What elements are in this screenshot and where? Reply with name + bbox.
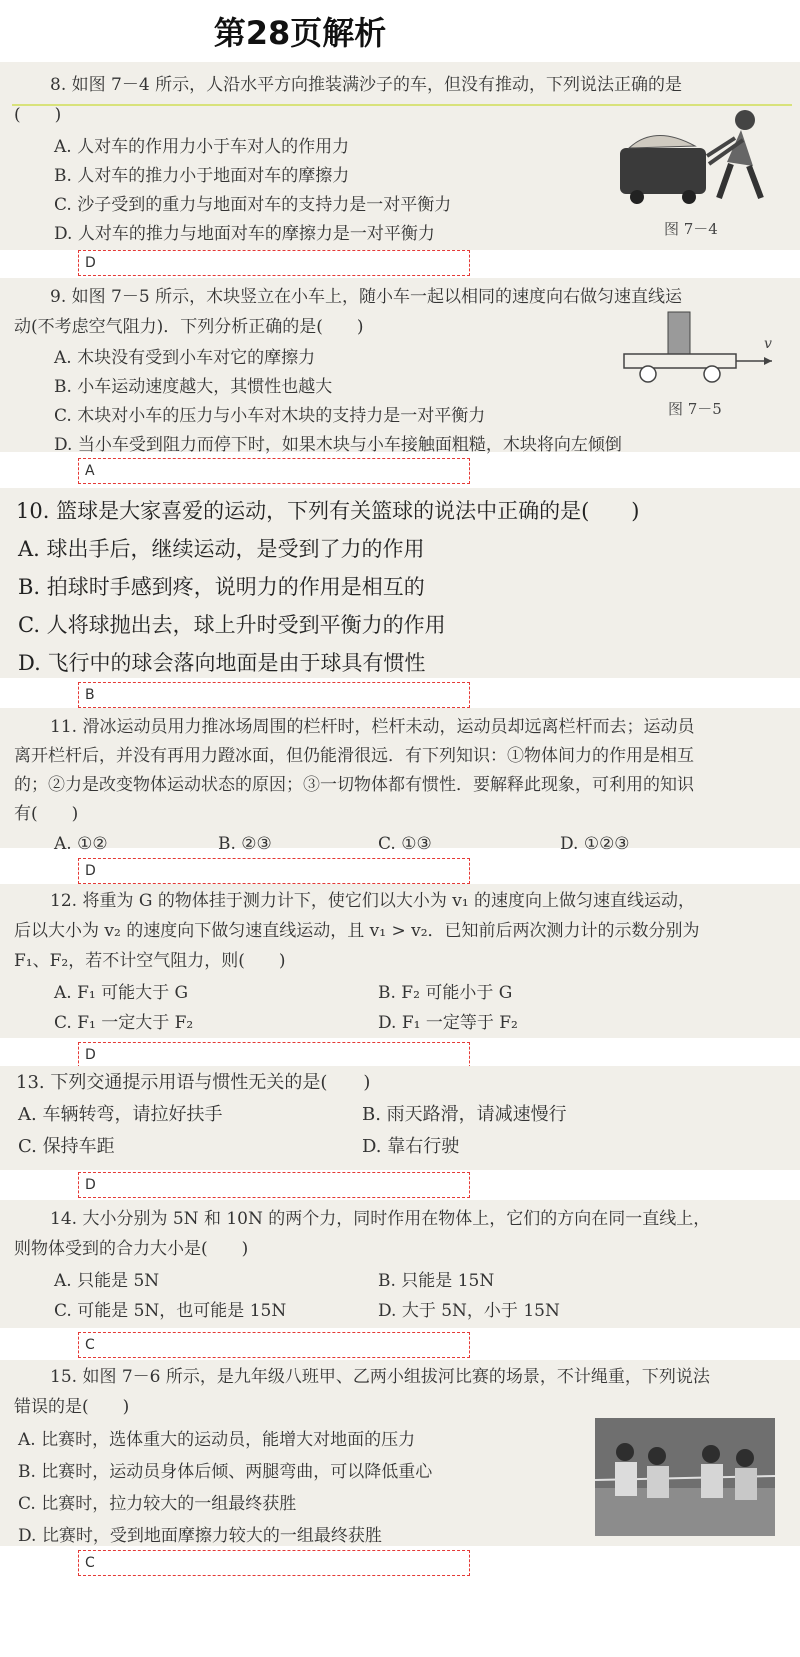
question-15-stem-2: 错误的是( ) [14,1397,130,1417]
question-15-option-a: A. 比赛时，选体重大的运动员，能增大对地面的压力 [18,1430,416,1450]
question-8-option-c: C. 沙子受到的重力与地面对车的支持力是一对平衡力 [54,195,452,215]
question-9-option-d: D. 当小车受到阻力而停下时，如果木块与小车接触面粗糙，木块将向左倾倒 [54,435,622,455]
wooden-block [668,312,690,354]
question-11-answer: D [78,858,470,884]
question-9-stem-2: 动(不考虑空气阻力)．下列分析正确的是( ) [14,317,364,337]
student-head-1 [616,1443,634,1461]
question-12-option-d: D. F₁ 一定等于 F₂ [378,1013,518,1033]
question-14-stem-2: 则物体受到的合力大小是( ) [14,1239,249,1259]
question-14-option-c: C. 可能是 5N，也可能是 15N [54,1301,287,1321]
question-12-option-c: C. F₁ 一定大于 F₂ [54,1013,194,1033]
question-15-answer: C [78,1550,470,1576]
question-8-answer: D [78,250,470,276]
student-body-3 [701,1464,723,1498]
figure-7-4-person-pushing-cart [615,106,773,206]
figure-7-5-velocity-label: v [764,336,772,352]
student-head-2 [648,1447,666,1465]
cart-wheel-left [640,366,656,382]
question-8-stem-1: 8. 如图 7－4 所示，人沿水平方向推装满沙子的车，但没有推动，下列说法正确的是 [50,75,683,95]
question-10-answer: B [78,682,470,708]
question-10-option-b: B. 拍球时手感到疼，说明力的作用是相互的 [18,575,425,599]
cart-body [620,148,706,194]
question-15-option-d: D. 比赛时，受到地面摩擦力较大的一组最终获胜 [18,1526,382,1546]
question-11-stem-2: 离开栏杆后，并没有再用力蹬冰面，但仍能滑很远．有下列知识：①物体间力的作用是相互 [14,746,694,766]
question-14-option-a: A. 只能是 5N [54,1271,160,1291]
question-13-option-b: B. 雨天路滑，请减速慢行 [362,1104,567,1125]
figure-7-6-tug-of-war-photo [595,1418,775,1536]
question-14-stem-1: 14. 大小分别为 5N 和 10N 的两个力，同时作用在物体上，它们的方向在同一直线上， [50,1209,711,1229]
question-12-option-a: A. F₁ 可能大于 G [54,983,189,1003]
cart-wheel-right [682,190,696,204]
question-13-option-c: C. 保持车距 [18,1136,115,1157]
question-10-stem-1: 10. 篮球是大家喜爱的运动，下列有关篮球的说法中正确的是( ) [16,499,640,523]
question-13-option-d: D. 靠右行驶 [362,1136,460,1157]
figure-7-5-caption: 图 7－5 [668,400,722,418]
figure-7-4-caption: 图 7－4 [664,220,718,238]
question-15-stem-1: 15. 如图 7－6 所示，是九年级八班甲、乙两小组拔河比赛的场景，不计绳重，下列说法 [50,1367,710,1387]
cart-wheel-right [704,366,720,382]
question-11-option-d: D. ①②③ [560,834,630,854]
question-9-stem-1: 9. 如图 7－5 所示，木块竖立在小车上，随小车一起以相同的速度向右做匀速直线运 [50,287,683,307]
question-11-stem-1: 11. 滑冰运动员用力推冰场周围的栏杆时，栏杆未动，运动员却远离栏杆而去；运动员 [50,717,695,737]
sand-pile [629,135,695,148]
question-13-stem-1: 13. 下列交通提示用语与惯性无关的是( ) [16,1072,371,1093]
question-11-stem-3: 的；②力是改变物体运动状态的原因；③一切物体都有惯性．要解释此现象，可利用的知识 [14,775,694,795]
question-12-option-b: B. F₂ 可能小于 G [378,983,513,1003]
question-10-option-c: C. 人将球抛出去，球上升时受到平衡力的作用 [18,613,446,637]
question-14-answer: C [78,1332,470,1358]
question-13-answer: D [78,1172,470,1198]
question-9-option-a: A. 木块没有受到小车对它的摩擦力 [54,348,316,368]
student-head-4 [736,1449,754,1467]
question-8-option-b: B. 人对车的推力小于地面对车的摩擦力 [54,166,350,186]
question-9-option-c: C. 木块对小车的压力与小车对木块的支持力是一对平衡力 [54,406,486,426]
student-body-1 [615,1462,637,1496]
question-8-option-a: A. 人对车的作用力小于车对人的作用力 [54,137,350,157]
question-12-stem-1: 12. 将重为 G 的物体挂于测力计下，使它们以大小为 v₁ 的速度向上做匀速直线运动， [50,891,696,911]
question-14-option-b: B. 只能是 15N [378,1271,495,1291]
question-12-answer: D [78,1042,470,1068]
question-8-option-d: D. 人对车的推力与地面对车的摩擦力是一对平衡力 [54,224,435,244]
person-legs [719,164,761,198]
cart-wheel-left [630,190,644,204]
question-11-option-b: B. ②③ [218,834,272,854]
question-10-option-d: D. 飞行中的球会落向地面是由于球具有惯性 [18,651,426,675]
student-body-4 [735,1468,757,1500]
figure-7-5-block-on-cart [620,308,780,384]
question-12-stem-2: 后以大小为 v₂ 的速度向下做匀速直线运动，且 v₁ > v₂．已知前后两次测力计的示数分别为 [14,921,700,941]
question-13-option-a: A. 车辆转弯，请拉好扶手 [18,1104,223,1125]
velocity-arrow-head [764,357,772,365]
question-9-option-b: B. 小车运动速度越大，其惯性也越大 [54,377,333,397]
question-15-option-b: B. 比赛时，运动员身体后倾、两腿弯曲，可以降低重心 [18,1462,433,1482]
question-8-stem-2: ( ) [14,105,62,125]
cart-platform [624,354,736,368]
question-11-option-a: A. ①② [54,834,108,854]
page-title: 第28页解析 [213,14,387,52]
question-9-answer: A [78,458,470,484]
question-10-option-a: A. 球出手后，继续运动，是受到了力的作用 [18,537,425,561]
student-body-2 [647,1466,669,1498]
question-11-stem-4: 有( ) [14,804,79,824]
question-15-option-c: C. 比赛时，拉力较大的一组最终获胜 [18,1494,297,1514]
student-head-3 [702,1445,720,1463]
question-11-option-c: C. ①③ [378,834,432,854]
question-12-stem-3: F₁、F₂，若不计空气阻力，则( ) [14,951,286,971]
person-head [735,110,755,130]
question-14-option-d: D. 大于 5N，小于 15N [378,1301,560,1321]
